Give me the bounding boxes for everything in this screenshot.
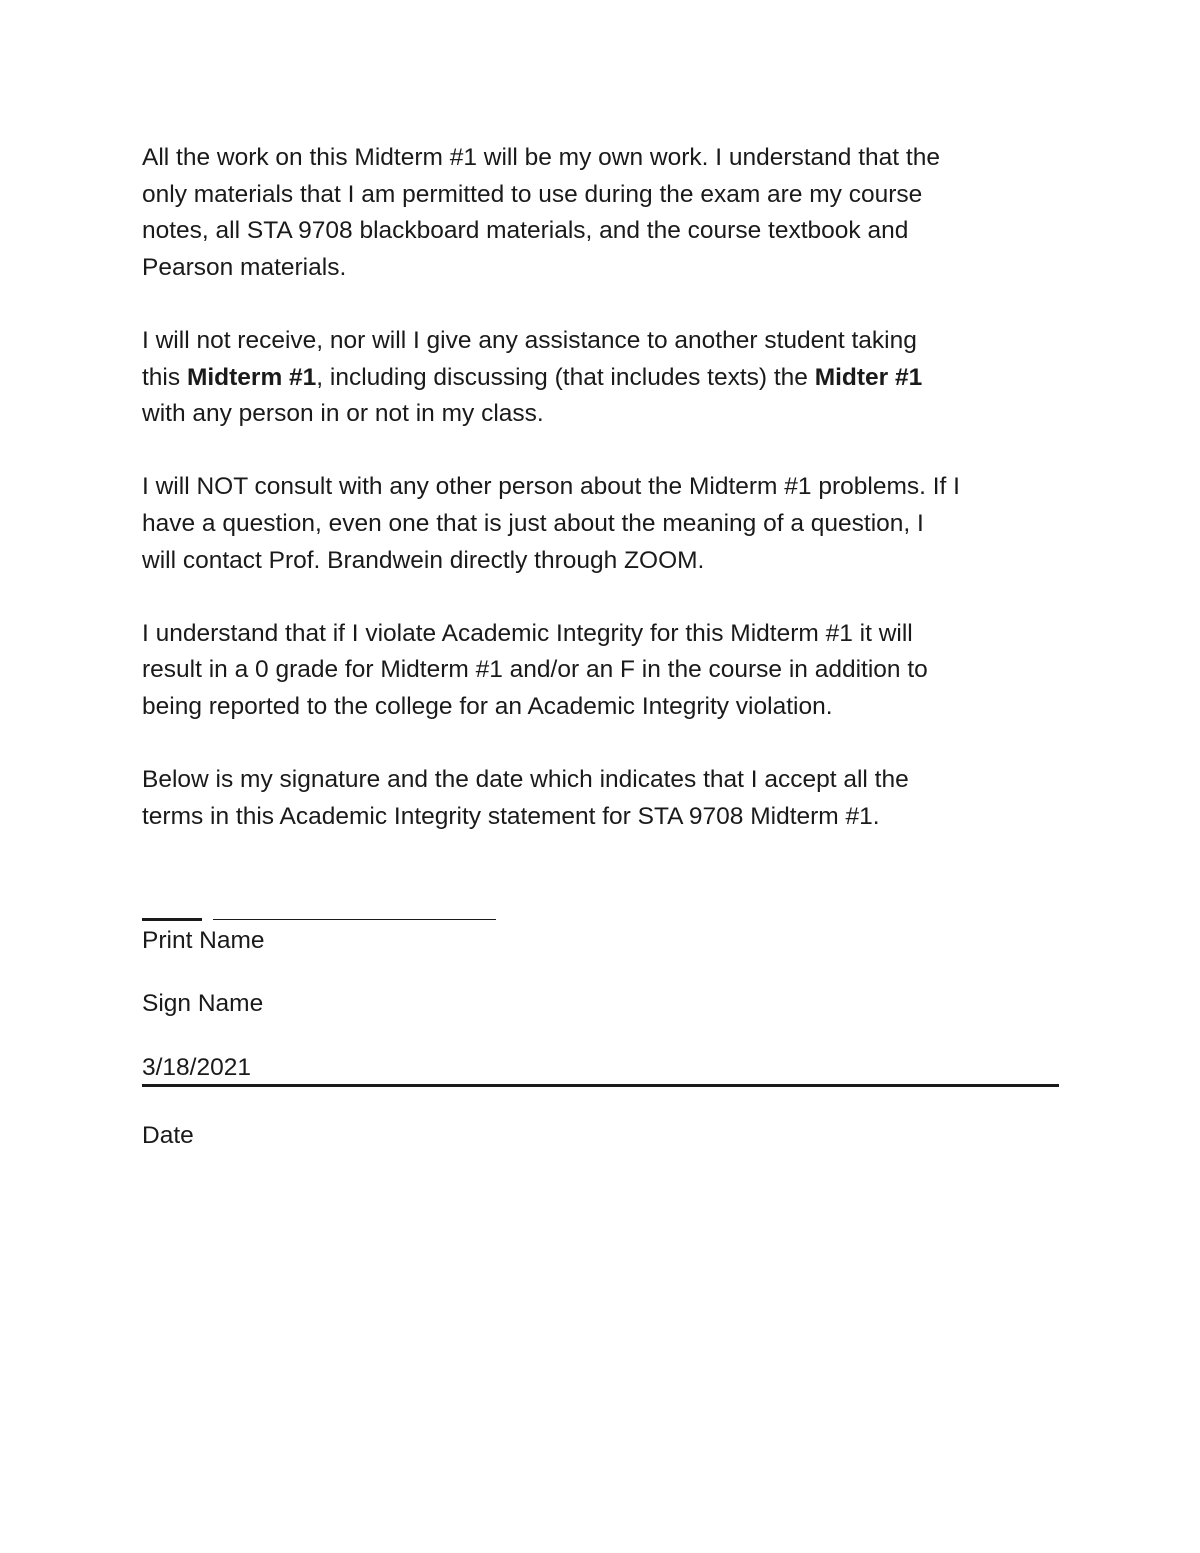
paragraph-no-assistance [142, 323, 1072, 433]
text-line: I will NOT consult with any other person about the Midterm #1 problems. If I [142, 473, 960, 501]
text-line: All the work on this Midterm #1 will be my own work. I understand that the [142, 144, 940, 171]
text-line: Below is my signature and the date which indicates that I accept all the [142, 766, 909, 794]
name-underline-short [142, 918, 202, 921]
paragraph-own-work [142, 140, 1072, 286]
text-line: terms in this Academic Integrity statement for STA 9708 Midterm #1. [142, 802, 880, 830]
text-line: will contact Prof. Brandwein directly through ZOOM. [142, 546, 705, 574]
text-line [142, 360, 1072, 397]
text-line: with any person in or not in my class. [142, 400, 544, 428]
text-line: have a question, even one that is just about the meaning of a question, I [142, 509, 924, 537]
statement-body [142, 140, 1072, 872]
bold-text-midterm: Midterm #1 [186, 363, 317, 391]
bold-text-midter: Midter #1 [814, 363, 923, 391]
paragraph-no-consult [142, 469, 1072, 579]
text-run: this [142, 363, 187, 391]
text-line: I understand that if I violate Academic Integrity for this Midterm #1 it will [142, 619, 913, 647]
date-underline [142, 1084, 1059, 1087]
print-name-label: Print Name [142, 927, 265, 954]
date-label: Date [142, 1122, 194, 1149]
text-line: Pearson materials. [142, 253, 347, 281]
paragraph-violation [142, 616, 1072, 726]
sign-name-label: Sign Name [142, 990, 264, 1017]
name-underline-long [213, 919, 496, 920]
text-line: only materials that I am permitted to use during the exam are my course [142, 180, 923, 208]
text-line: being reported to the college for an Academic Integrity violation. [142, 692, 833, 720]
text-line: notes, all STA 9708 blackboard materials, and the course textbook and [142, 217, 909, 245]
text-line: result in a 0 grade for Midterm #1 and/or an F in the course in addition to [142, 656, 928, 684]
text-line: I will not receive, nor will I give any assistance to another student taking [142, 326, 917, 354]
text-run: , including discussing (that includes texts) the [316, 363, 815, 391]
paragraph-signature-intro [142, 762, 1072, 835]
date-value: 3/18/2021 [142, 1054, 251, 1081]
